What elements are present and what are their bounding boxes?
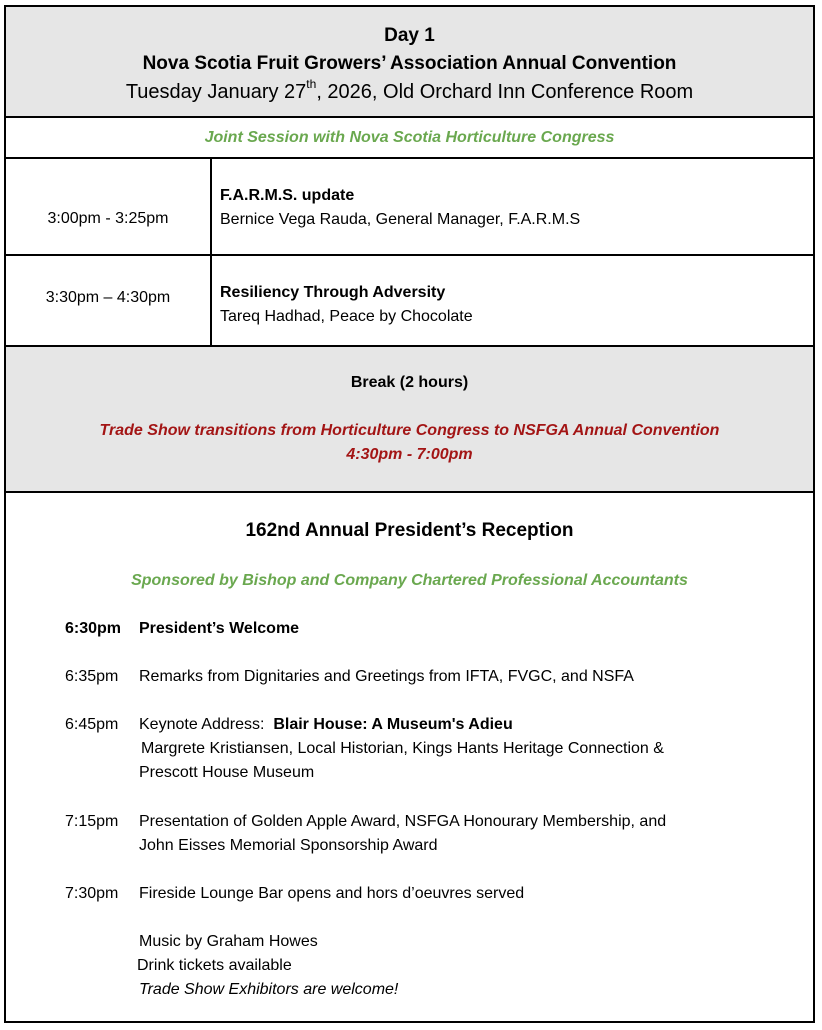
session-time: 3:30pm – 4:30pm xyxy=(45,289,171,306)
session-row xyxy=(6,159,813,256)
keynote-speaker: Margrete Kristiansen, Local Historian, Kings Hants Heritage Connection & xyxy=(141,740,664,757)
item-text: Fireside Lounge Bar opens and hors d’oeuvres served xyxy=(139,885,525,902)
joint-session-banner xyxy=(6,118,813,159)
trade-show-time: 4:30pm - 7:00pm xyxy=(346,446,473,463)
break-label: Break (2 hours) xyxy=(350,374,469,391)
item-text xyxy=(139,716,513,734)
note-tickets: Drink tickets available xyxy=(137,957,292,974)
session-time: 3:00pm - 3:25pm xyxy=(47,210,169,227)
session-speaker: Tareq Hadhad, Peace by Chocolate xyxy=(220,308,473,325)
agenda-header xyxy=(6,7,813,118)
keynote-speaker-cont: Prescott House Museum xyxy=(139,764,315,781)
agenda-frame xyxy=(4,5,815,1023)
note-music: Music by Graham Howes xyxy=(139,933,318,950)
award-line-cont: John Eisses Memorial Sponsorship Award xyxy=(139,837,438,854)
item-text: President’s Welcome xyxy=(139,620,300,637)
keynote-prefix: Keynote Address: xyxy=(139,716,265,733)
trade-show-note: Trade Show transitions from Horticulture Congress to NSFGA Annual Convention xyxy=(99,422,720,439)
date-suffix: th xyxy=(306,77,317,91)
reception-title: 162nd Annual President’s Reception xyxy=(245,520,574,541)
item-time: 6:45pm xyxy=(65,716,119,733)
event-date-venue xyxy=(6,77,813,104)
joint-session-label: Joint Session with Nova Scotia Horticulture Congress xyxy=(204,129,615,146)
date-prefix: Tuesday January 27 xyxy=(125,81,307,103)
date-rest: , 2026, Old Orchard Inn Conference Room xyxy=(316,81,694,103)
reception-section xyxy=(6,493,813,1021)
session-title: F.A.R.M.S. update xyxy=(220,187,355,204)
item-time: 6:30pm xyxy=(65,620,122,637)
reception-sponsor: Sponsored by Bishop and Company Chartered Professional Accountants xyxy=(131,572,688,589)
note-exhibitors: Trade Show Exhibitors are welcome! xyxy=(139,981,399,998)
column-divider xyxy=(210,159,212,254)
session-title: Resiliency Through Adversity xyxy=(220,284,446,301)
event-title: Nova Scotia Fruit Growers’ Association Annual Convention xyxy=(142,53,677,74)
keynote-title: Blair House: A Museum's Adieu xyxy=(273,716,513,733)
item-text: Remarks from Dignitaries and Greetings from IFTA, FVGC, and NSFA xyxy=(139,668,634,685)
item-time: 6:35pm xyxy=(65,668,119,685)
session-row xyxy=(6,256,813,347)
column-divider xyxy=(210,256,212,345)
break-section xyxy=(6,347,813,493)
item-text: Presentation of Golden Apple Award, NSFGA Honourary Membership, and xyxy=(139,813,667,830)
item-time: 7:15pm xyxy=(65,813,119,830)
item-time: 7:30pm xyxy=(65,885,119,902)
session-speaker: Bernice Vega Rauda, General Manager, F.A.R.M.S xyxy=(220,211,581,228)
day-label: Day 1 xyxy=(384,25,435,46)
